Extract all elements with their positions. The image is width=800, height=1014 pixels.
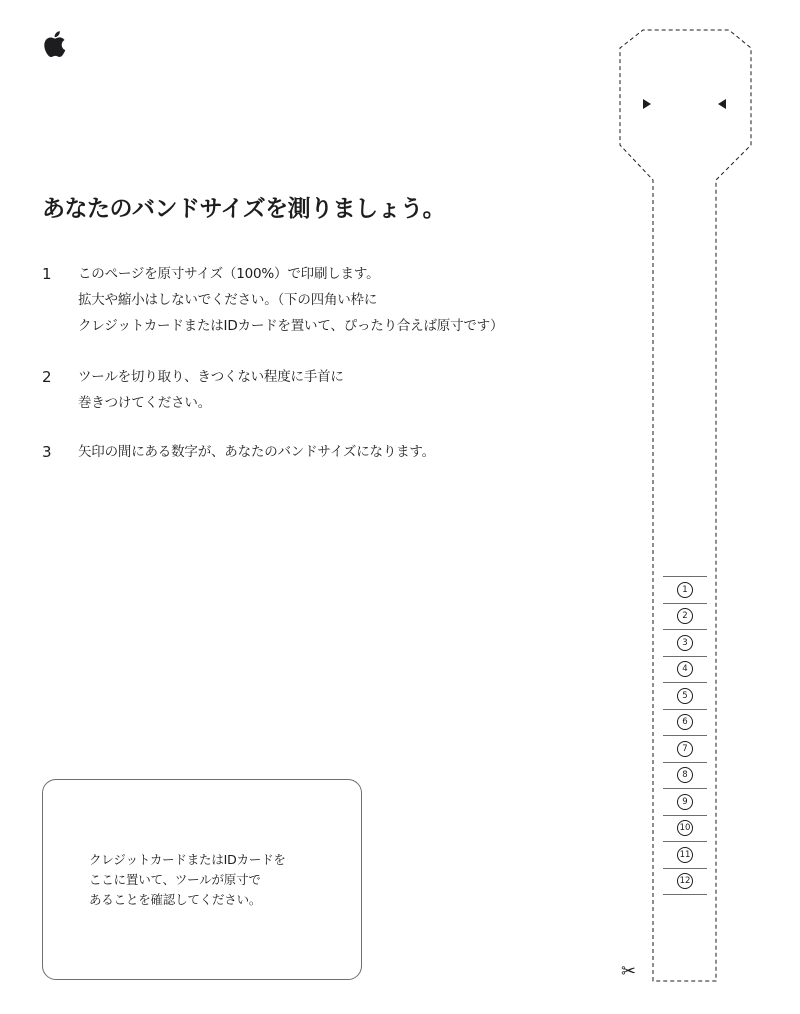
size-number: 7 xyxy=(677,741,693,757)
size-number: 8 xyxy=(677,767,693,783)
apple-logo-icon xyxy=(42,30,66,58)
size-mark xyxy=(663,656,707,683)
step-text: ツールを切り取り、きつくない程度に手首に 巻きつけてください。 xyxy=(78,369,344,411)
size-mark xyxy=(663,603,707,630)
step-1 xyxy=(42,261,542,341)
step-number: 3 xyxy=(42,443,52,461)
step-text: 矢印の間にある数字が、あなたのバンドサイズになります。 xyxy=(78,444,435,460)
card-box-instruction: クレジットカードまたはIDカードを ここに置いて、ツールが原寸で あることを確認してください。 xyxy=(89,852,286,907)
size-mark xyxy=(663,709,707,736)
size-number: 9 xyxy=(677,794,693,810)
step-3 xyxy=(42,439,542,467)
scissors-icon: ✂ xyxy=(621,961,637,982)
step-text: このページを原寸サイズ（100%）で印刷します。 拡大や縮小はしないでください。（下の四角い枠に クレジットカードまたはIDカードを置いて、ぴったり合えば原寸です） xyxy=(78,266,504,334)
size-scale xyxy=(663,576,707,895)
left-arrow-marker-icon xyxy=(643,99,651,109)
size-number: 4 xyxy=(677,661,693,677)
size-mark xyxy=(663,841,707,868)
size-mark xyxy=(663,815,707,842)
page-title: あなたのバンドサイズを測りましょう。 xyxy=(42,196,446,222)
size-mark xyxy=(663,788,707,815)
size-number: 12 xyxy=(677,873,693,889)
size-mark xyxy=(663,629,707,656)
size-number: 2 xyxy=(677,608,693,624)
size-mark xyxy=(663,735,707,762)
size-number: 11 xyxy=(677,847,693,863)
size-number: 3 xyxy=(677,635,693,651)
step-2 xyxy=(42,364,542,418)
card-calibration-box xyxy=(42,779,362,980)
size-number: 1 xyxy=(677,582,693,598)
size-mark xyxy=(663,576,707,603)
right-arrow-marker-icon xyxy=(718,99,726,109)
size-mark xyxy=(663,762,707,789)
size-number: 5 xyxy=(677,688,693,704)
size-number: 6 xyxy=(677,714,693,730)
size-number: 10 xyxy=(677,820,693,836)
step-number: 1 xyxy=(42,265,52,283)
size-mark xyxy=(663,682,707,709)
size-mark xyxy=(663,868,707,896)
step-number: 2 xyxy=(42,368,52,386)
